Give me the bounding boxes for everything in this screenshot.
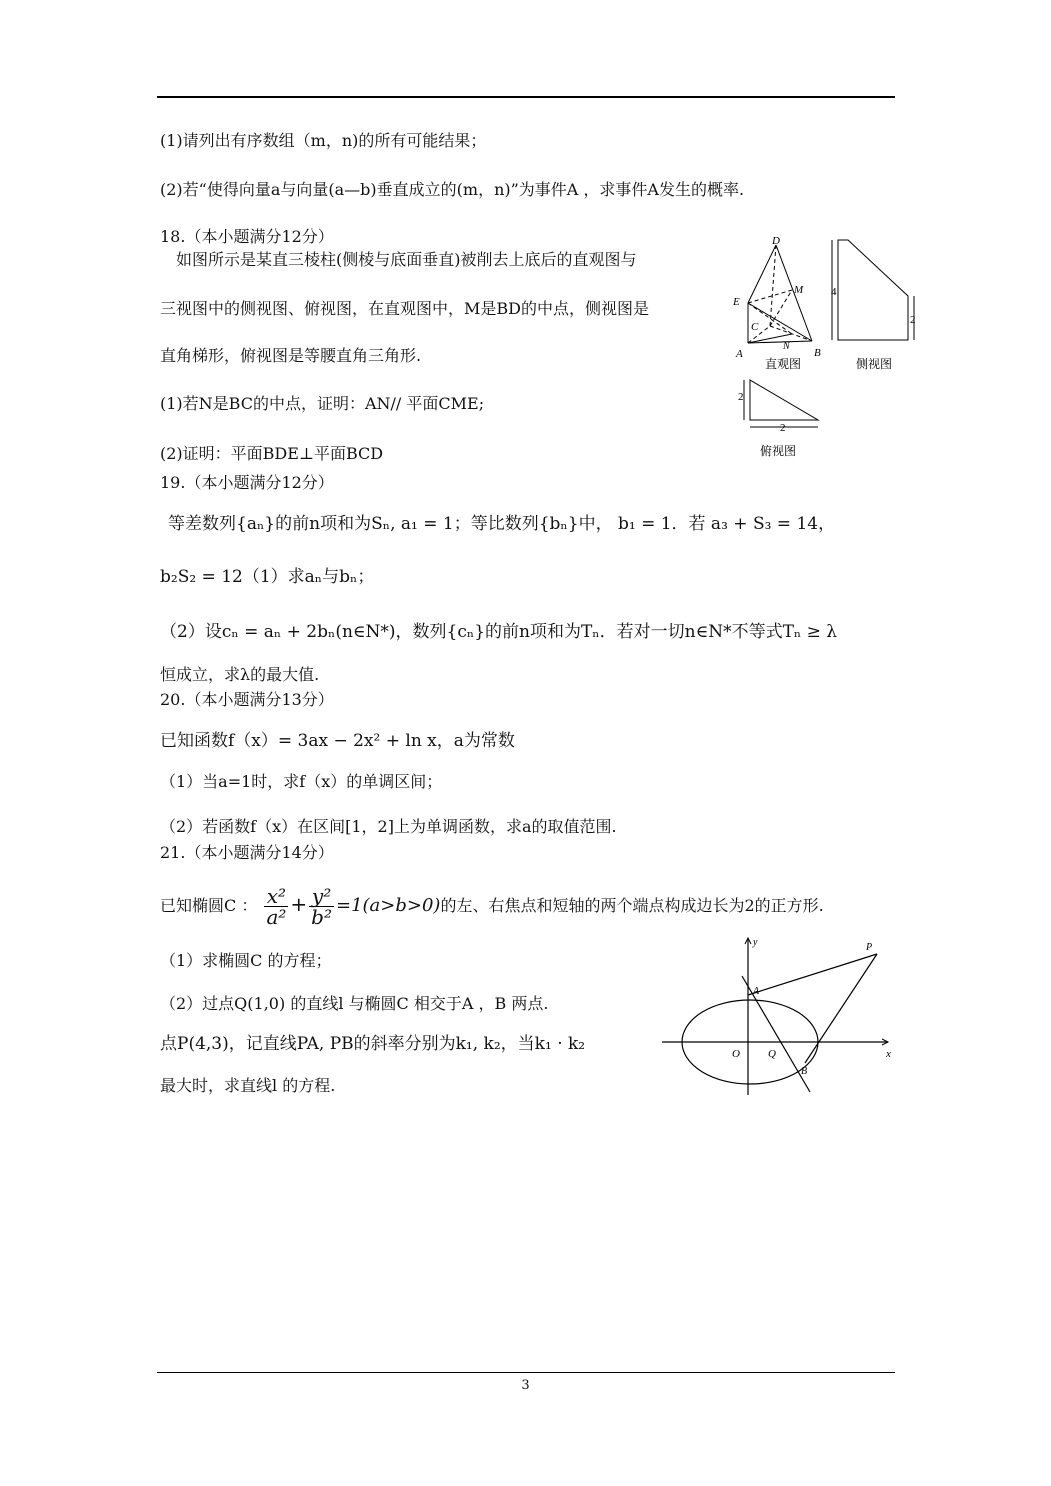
- q18-text-3: 直角梯形，俯视图是等腰直角三角形.: [160, 346, 422, 365]
- q21-text-1: [160, 882, 824, 929]
- fraction-y2-b2: [309, 886, 334, 927]
- q21-text-5: 最大时，求直线l 的方程.: [160, 1076, 336, 1095]
- fraction-x2: x²: [264, 886, 288, 907]
- label-A: A: [736, 348, 743, 360]
- point-label-P: P: [866, 942, 873, 953]
- fraction-x2-a2: [264, 886, 288, 927]
- footer-rule: [157, 1372, 895, 1373]
- label-N: N: [783, 341, 790, 352]
- q21-text-1-pre: 已知椭圆C ：: [160, 896, 258, 915]
- label-C: C: [751, 321, 759, 333]
- q21-figure-svg: [660, 930, 900, 1098]
- ellipse-condition: =1(a>b>0): [335, 895, 441, 916]
- top-dim-h: 2: [780, 422, 786, 434]
- header-rule: [157, 96, 895, 98]
- q21-figure: [660, 930, 900, 1098]
- point-label-A: A: [753, 986, 760, 997]
- point-label-Q: Q: [768, 1048, 776, 1060]
- q19-text-4: 恒成立，求λ的最大值.: [160, 665, 320, 684]
- q20-text-2: （1）当a=1时，求f（x）的单调区间；: [160, 772, 443, 791]
- caption-side: 侧视图: [856, 357, 893, 371]
- side-dim-2: 2: [910, 314, 916, 326]
- q19-heading: 19.（本小题满分12分）: [160, 473, 334, 492]
- q20-text-1: 已知函数f（x）= 3ax − 2x² + ln x，a为常数: [160, 731, 515, 751]
- q18-sub-2: (2)证明：平面BDE⊥平面BCD: [160, 444, 384, 463]
- point-label-O: O: [732, 1048, 740, 1060]
- q21-text-2: （1）求椭圆C 的方程；: [160, 951, 332, 970]
- axis-label-y: y: [753, 937, 758, 948]
- plus-sign: +: [290, 892, 308, 916]
- fraction-a2: a²: [266, 905, 287, 929]
- fraction-b2: b²: [311, 905, 332, 929]
- q19-text-2: b₂S₂ = 12（1）求aₙ与bₙ；: [160, 567, 375, 587]
- label-M: M: [794, 284, 804, 296]
- caption-top: 俯视图: [760, 444, 797, 458]
- q21-text-3: （2）过点Q(1,0) 的直线l 与椭圆C 相交于A ，B 两点.: [160, 994, 549, 1013]
- axis-label-x: x: [886, 1048, 891, 1060]
- q18-text-1: 如图所示是某直三棱柱(侧棱与底面垂直)被削去上底后的直观图与: [176, 250, 637, 269]
- q18-figure-svg: [728, 230, 928, 462]
- side-dim-4: 4: [831, 286, 837, 298]
- top-dim-v: 2: [738, 391, 744, 403]
- line-17-2: (2)若“使得向量a与向量(a—b)垂直成立的(m，n)”为事件A ，求事件A发生的概率.: [160, 180, 745, 199]
- point-label-B: B: [801, 1066, 808, 1077]
- page-number: 3: [521, 1378, 530, 1393]
- label-B: B: [814, 347, 821, 359]
- line-17-1: (1)请列出有序数组（m，n)的所有可能结果；: [160, 131, 487, 150]
- q19-text-3: （2）设cₙ = aₙ + 2bₙ(n∈N*)，数列{cₙ}的前n项和为Tₙ．若对一切n∈N*不等式Tₙ ≥ λ: [160, 622, 838, 642]
- q18-figure: [728, 230, 928, 462]
- q18-text-2: 三视图中的侧视图、俯视图，在直观图中，M是BD的中点，侧视图是: [160, 299, 649, 318]
- q20-text-3: （2）若函数f（x）在区间[1，2]上为单调函数，求a的取值范围.: [160, 817, 617, 836]
- label-E: E: [733, 296, 740, 308]
- q19-text-1: 等差数列{aₙ}的前n项和为Sₙ, a₁ = 1；等比数列{bₙ}中， b₁ = 1．若 a₃ + S₃ = 14，: [168, 514, 836, 534]
- caption-front: 直观图: [765, 357, 802, 371]
- fraction-y2: y²: [309, 886, 334, 907]
- q20-heading: 20.（本小题满分13分）: [160, 690, 334, 709]
- q18-heading: 18.（本小题满分12分）: [160, 227, 334, 246]
- q21-text-1-post: 的左、右焦点和短轴的两个端点构成边长为2的正方形.: [440, 896, 824, 915]
- q21-heading: 21.（本小题满分14分）: [160, 843, 334, 862]
- label-D: D: [772, 235, 780, 247]
- q21-text-4: 点P(4,3)，记直线PA, PB的斜率分别为k₁, k₂，当k₁ · k₂: [160, 1034, 586, 1054]
- q18-sub-1: (1)若N是BC的中点，证明：AN// 平面CME;: [160, 394, 485, 413]
